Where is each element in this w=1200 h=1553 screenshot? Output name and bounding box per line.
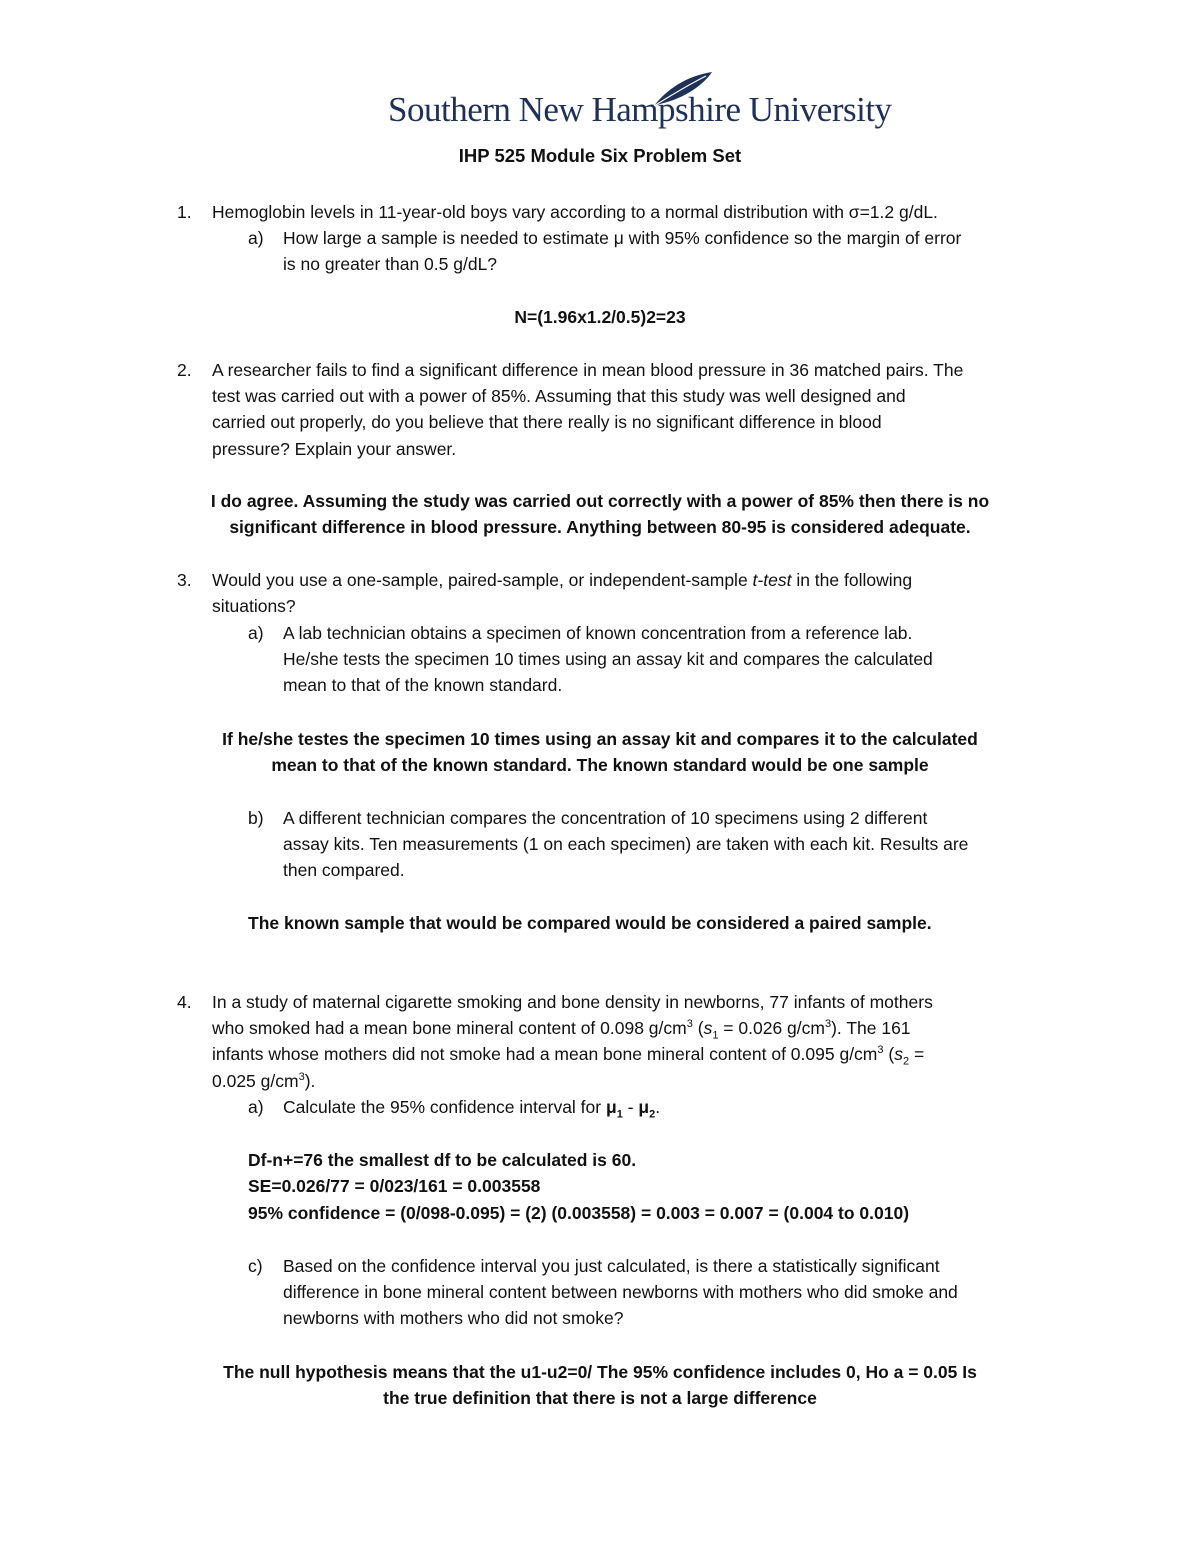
q4a-calc2: SE=0.026/77 = 0/023/161 = 0.003558 bbox=[248, 1176, 541, 1196]
university-logo bbox=[388, 70, 892, 136]
q1a-label: a) bbox=[248, 228, 264, 248]
q4-line3: infants whose mothers did not smoke had a mean bone mineral content of 0.095 $g/cm^3$ ($s_2$ = bbox=[212, 1044, 925, 1068]
q3b-answer: The known sample that would be compared would be considered a paired sample. bbox=[248, 913, 932, 933]
leaf-icon bbox=[646, 70, 716, 110]
q4a-text: Calculate the 95% confidence interval for $\mu_1 - \mu_2$. bbox=[283, 1097, 661, 1121]
q3a-answer-line1: If he/she testes the specimen 10 times using an assay kit and compares it to the calculated bbox=[222, 729, 978, 749]
q4c-answer-line2: the true definition that there is not a large difference bbox=[383, 1388, 817, 1408]
q3a-line2: He/she tests the specimen 10 times using an assay kit and compares the calculated bbox=[283, 649, 933, 669]
q2-answer-line2: significant difference in blood pressure. Anything between 80-95 is considered adequate. bbox=[229, 517, 971, 537]
page-title: IHP 525 Module Six Problem Set bbox=[458, 145, 742, 166]
q4-line4: 0.025 $g/cm^3$). bbox=[212, 1071, 316, 1091]
q2-line4: pressure? Explain your answer. bbox=[212, 439, 457, 459]
q4c-line3: newborns with mothers who did not smoke? bbox=[283, 1308, 624, 1328]
q4c-answer-line1: The null hypothesis means that the u1-u2=0/ The 95% confidence includes 0, Ho a = 0.05 Is bbox=[223, 1362, 977, 1382]
q3b-label: b) bbox=[248, 808, 264, 828]
q2-number: 2. bbox=[177, 360, 192, 380]
q1a-line1: How large a sample is needed to estimate μ with 95% confidence so the margin of error bbox=[283, 228, 962, 248]
q3b-line2: assay kits. Ten measurements (1 on each specimen) are taken with each kit. Results are bbox=[283, 834, 969, 854]
q2-line1: A researcher fails to find a significant difference in mean blood pressure in 36 matched pairs. The bbox=[212, 360, 964, 380]
q1-text: Hemoglobin levels in 11-year-old boys vary according to a normal distribution with σ=1.2 g/dL. bbox=[212, 202, 938, 222]
q2-line2: test was carried out with a power of 85%. Assuming that this study was well designed and bbox=[212, 386, 906, 406]
q1a-line2: is no greater than 0.5 g/dL? bbox=[283, 254, 498, 274]
q2-line3: carried out properly, do you believe that there really is no significant difference in blood bbox=[212, 412, 882, 432]
q3a-label: a) bbox=[248, 623, 264, 643]
q3b-line1: A different technician compares the concentration of 10 specimens using 2 different bbox=[283, 808, 928, 828]
q4a-calc1: Df-n+=76 the smallest df to be calculated is 60. bbox=[248, 1150, 637, 1170]
q4a-calc3: 95% confidence = (0/098-0.095) = (2) (0.003558) = 0.003 = 0.007 = (0.004 to 0.010) bbox=[248, 1203, 910, 1223]
q3a-line1: A lab technician obtains a specimen of known concentration from a reference lab. bbox=[283, 623, 913, 643]
q2-answer-line1: I do agree. Assuming the study was carried out correctly with a power of 85% then there is no bbox=[210, 491, 990, 511]
q4-number: 4. bbox=[177, 992, 192, 1012]
q3-line1: Would you use a one-sample, paired-sample, or independent-sample t-test in the following bbox=[212, 570, 913, 590]
q4-line2: who smoked had a mean bone mineral content of 0.098 $g/cm^3$ ($s_1 = 0.026$ $g/cm^3$). The 161 bbox=[212, 1018, 911, 1042]
q4-line1: In a study of maternal cigarette smoking and bone density in newborns, 77 infants of mothers bbox=[212, 992, 933, 1012]
q3b-line3: then compared. bbox=[283, 860, 405, 880]
q3a-answer-line2: mean to that of the known standard. The known standard would be one sample bbox=[271, 755, 929, 775]
q3-number: 3. bbox=[177, 570, 192, 590]
q4a-label: a) bbox=[248, 1097, 264, 1117]
q3a-line3: mean to that of the known standard. bbox=[283, 675, 563, 695]
q4c-line2: difference in bone mineral content between newborns with mothers who did smoke and bbox=[283, 1282, 958, 1302]
q4c-line1: Based on the confidence interval you just calculated, is there a statistically significant bbox=[283, 1256, 940, 1276]
q3-line2: situations? bbox=[212, 596, 296, 616]
q1-number: 1. bbox=[177, 202, 192, 222]
university-name: Southern New Hampshire University bbox=[388, 90, 892, 129]
q1-answer: N=(1.96x1.2/0.5)2=23 bbox=[514, 307, 686, 327]
q4c-label: c) bbox=[248, 1256, 263, 1276]
